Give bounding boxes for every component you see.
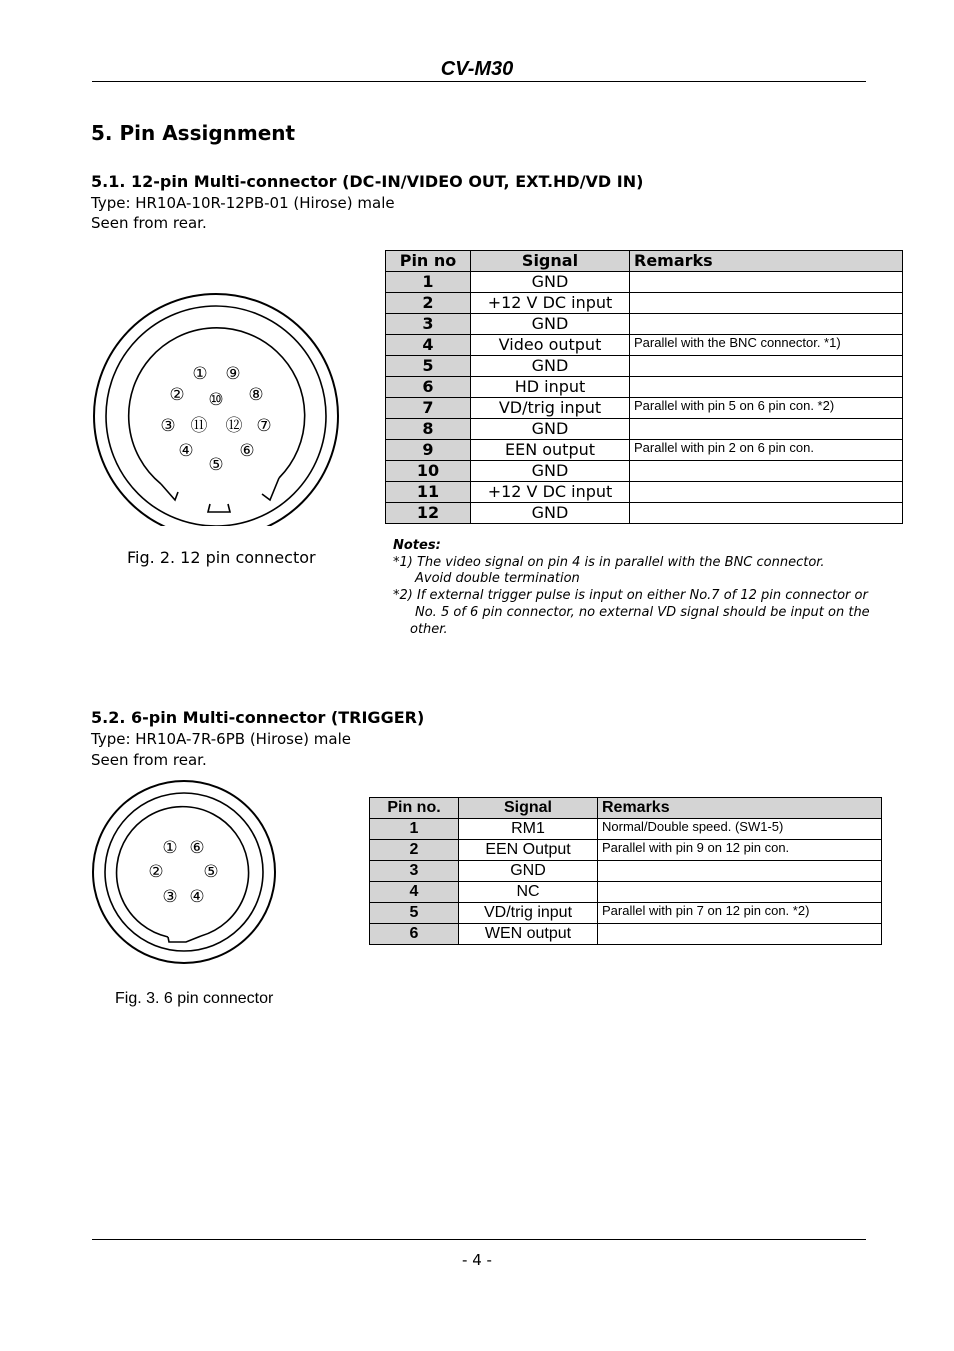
pin-label-5: ⑤ [203, 862, 219, 882]
pin-table-12pin [385, 250, 903, 524]
signal-cell: GND [459, 861, 598, 882]
table-row [386, 503, 903, 524]
note-line: Avoid double termination [415, 571, 580, 587]
pin-label-4: ④ [178, 441, 194, 461]
signal-cell: GND [471, 503, 630, 524]
note-line: *1) The video signal on pin 4 is in parallel with the BNC connector. [393, 554, 825, 570]
pin-cell: 3 [386, 314, 471, 335]
pin-cell: 12 [386, 503, 471, 524]
signal-cell: GND [471, 461, 630, 482]
table-row [386, 398, 903, 419]
figure-caption-12pin: Fig. 2. 12 pin connector [127, 548, 316, 567]
table-row [386, 440, 903, 461]
pin-label-11: ⑪ [190, 416, 208, 436]
column-header-remarks: Remarks [598, 798, 882, 819]
pin-label-4: ④ [189, 887, 205, 907]
remarks-cell [630, 314, 903, 335]
signal-cell: VD/trig input [471, 398, 630, 419]
remarks-cell [598, 882, 882, 903]
signal-cell: NC [459, 882, 598, 903]
table-row [386, 356, 903, 377]
remarks-cell [598, 861, 882, 882]
signal-cell: GND [471, 314, 630, 335]
pin-label-1: ① [192, 364, 208, 384]
pin-label-2: ② [148, 862, 164, 882]
table-header-row [370, 798, 882, 819]
pin-label-3: ③ [162, 887, 178, 907]
table-row [386, 461, 903, 482]
table-row [370, 819, 882, 840]
document-header-title: CV-M30 [440, 58, 514, 80]
pin-table-6pin [369, 797, 882, 945]
page-number: - 4 - [462, 1251, 492, 1269]
table-row [370, 840, 882, 861]
signal-cell: Video output [471, 335, 630, 356]
table-row [386, 335, 903, 356]
section-title: 5. Pin Assignment [91, 121, 296, 145]
signal-cell: RM1 [459, 819, 598, 840]
pin-cell: 7 [386, 398, 471, 419]
pin-cell: 11 [386, 482, 471, 503]
column-header-pin: Pin no. [370, 798, 459, 819]
pin-cell: 8 [386, 419, 471, 440]
remarks-cell [630, 461, 903, 482]
remarks-cell: Parallel with the BNC connector. *1) [630, 335, 903, 356]
remarks-cell: Parallel with pin 5 on 6 pin con. *2) [630, 398, 903, 419]
note-line: No. 5 of 6 pin connector, no external VD signal should be input on the [415, 604, 870, 620]
pin-label-3: ③ [160, 416, 176, 436]
figure-caption-6pin: Fig. 3. 6 pin connector [115, 990, 274, 1007]
table-row [370, 882, 882, 903]
remarks-cell: Parallel with pin 2 on 6 pin con. [630, 440, 903, 461]
pin-cell: 4 [386, 335, 471, 356]
table-row [386, 419, 903, 440]
table-row [386, 314, 903, 335]
connector-6pin-view: Seen from rear. [91, 751, 207, 769]
pin-label-8: ⑧ [248, 385, 264, 405]
pin-cell: 3 [370, 861, 459, 882]
connector-12pin-type: Type: HR10A-10R-12PB-01 (Hirose) male [91, 194, 395, 212]
signal-cell: GND [471, 272, 630, 293]
pin-label-5: ⑤ [208, 455, 224, 475]
pin-label-9: ⑨ [225, 364, 241, 384]
remarks-cell [630, 503, 903, 524]
pin-cell: 5 [386, 356, 471, 377]
signal-cell: VD/trig input [459, 903, 598, 924]
pin-label-10: ⑩ [208, 390, 224, 410]
signal-cell: EEN Output [459, 840, 598, 861]
remarks-cell: Parallel with pin 9 on 12 pin con. [598, 840, 882, 861]
connector-6pin-diagram [90, 778, 278, 968]
subsection-12pin-title: 5.1. 12-pin Multi-connector (DC-IN/VIDEO OUT, EXT.HD/VD IN) [91, 172, 644, 191]
signal-cell: HD input [471, 377, 630, 398]
header-rule [92, 81, 866, 82]
table-row [386, 272, 903, 293]
table-row [386, 377, 903, 398]
notes-title: Notes: [393, 538, 441, 553]
pin-cell: 6 [370, 924, 459, 945]
signal-cell: EEN output [471, 440, 630, 461]
pin-label-2: ② [169, 385, 185, 405]
note-line: other. [410, 621, 448, 637]
subsection-6pin-title: 5.2. 6-pin Multi-connector (TRIGGER) [91, 708, 425, 727]
pin-cell: 2 [370, 840, 459, 861]
column-header-signal: Signal [459, 798, 598, 819]
pin-label-6: ⑥ [189, 838, 205, 858]
signal-cell: GND [471, 356, 630, 377]
table-row [370, 861, 882, 882]
table-row [386, 293, 903, 314]
signal-cell: +12 V DC input [471, 482, 630, 503]
table-row [370, 903, 882, 924]
column-header-pin: Pin no [386, 251, 471, 272]
pin-cell: 1 [386, 272, 471, 293]
column-header-signal: Signal [471, 251, 630, 272]
pin-cell: 9 [386, 440, 471, 461]
pin-cell: 4 [370, 882, 459, 903]
pin-cell: 2 [386, 293, 471, 314]
table-row [386, 482, 903, 503]
table-header-row [386, 251, 903, 272]
pin-label-7: ⑦ [256, 416, 272, 436]
remarks-cell [598, 924, 882, 945]
pin-cell: 6 [386, 377, 471, 398]
signal-cell: WEN output [459, 924, 598, 945]
remarks-cell: Parallel with pin 7 on 12 pin con. *2) [598, 903, 882, 924]
remarks-cell [630, 293, 903, 314]
connector-6pin-type: Type: HR10A-7R-6PB (Hirose) male [91, 730, 352, 748]
signal-cell: +12 V DC input [471, 293, 630, 314]
footer-rule [92, 1239, 866, 1240]
pin-cell: 5 [370, 903, 459, 924]
remarks-cell [630, 377, 903, 398]
note-line: *2) If external trigger pulse is input on either No.7 of 12 pin connector or [393, 588, 868, 604]
pin-label-6: ⑥ [239, 441, 255, 461]
table-row [370, 924, 882, 945]
remarks-cell [630, 272, 903, 293]
column-header-remarks: Remarks [630, 251, 903, 272]
connector-12pin-view: Seen from rear. [91, 214, 207, 232]
signal-cell: GND [471, 419, 630, 440]
notes-block [393, 538, 883, 638]
remarks-cell: Normal/Double speed. (SW1-5) [598, 819, 882, 840]
remarks-cell [630, 419, 903, 440]
pin-label-12: ⑫ [225, 416, 243, 436]
pin-label-1: ① [162, 838, 178, 858]
connector-12pin-diagram [90, 290, 344, 526]
pin-cell: 10 [386, 461, 471, 482]
remarks-cell [630, 482, 903, 503]
remarks-cell [630, 356, 903, 377]
pin-cell: 1 [370, 819, 459, 840]
